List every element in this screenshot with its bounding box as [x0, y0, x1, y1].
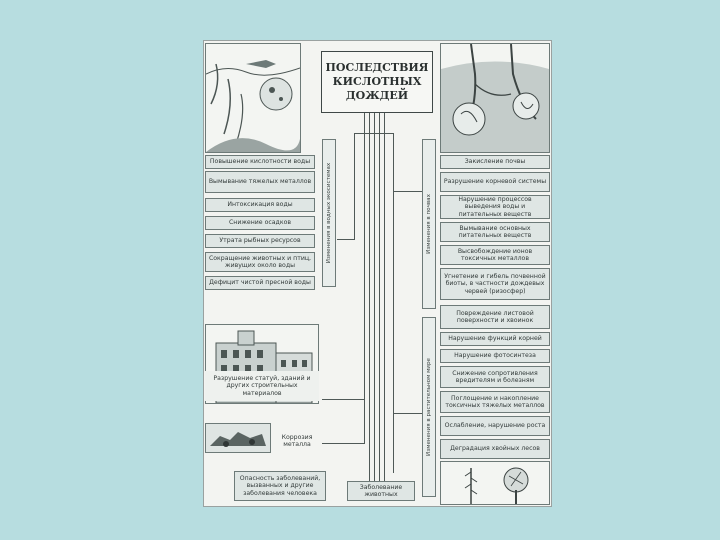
right-box: Нарушение фотосинтеза — [440, 349, 550, 363]
left-box: Дефицит чистой пресной воды — [205, 276, 315, 290]
left-box: Снижение осадков — [205, 216, 315, 230]
connector-line — [374, 113, 375, 493]
animals-caption: Заболевание животных — [347, 481, 415, 501]
water-scene-illustration — [205, 43, 301, 153]
connector-line — [354, 133, 355, 239]
corrosion-illustration — [205, 423, 271, 453]
buildings-caption: Разрушение статуй, зданий и других строительных материалов — [205, 371, 319, 401]
connector-line — [393, 191, 423, 192]
right-box: Вымывание основных питательных веществ — [440, 222, 550, 242]
right-box: Нарушение процессов выведения воды и питательных веществ — [440, 195, 550, 219]
trees-illustration — [440, 461, 550, 505]
right-box: Поглощение и накопление токсичных тяжелых металлов — [440, 391, 550, 413]
left-box: Вымывание тяжелых металлов — [205, 171, 315, 193]
soil-roots-illustration — [440, 43, 550, 153]
connector-line — [322, 443, 365, 444]
right-box: Нарушение функций корней — [440, 332, 550, 346]
people-caption: Опасность заболеваний, вызванных и другие заболевания человека — [234, 471, 326, 501]
diagram-sheet — [203, 40, 552, 507]
right-box: Закисление почвы — [440, 155, 550, 169]
right-box: Снижение сопротивления вредителям и болезням — [440, 366, 550, 388]
diagram-title: ПОСЛЕДСТВИЯ КИСЛОТНЫХ ДОЖДЕЙ — [321, 51, 433, 113]
right-group1-label — [422, 139, 436, 309]
connector-line — [337, 239, 355, 240]
right-box: Деградация хвойных лесов — [440, 439, 550, 459]
right-group1-label-text: Изменения в почвах — [426, 194, 432, 254]
connector-line — [364, 113, 365, 443]
connector-line — [379, 113, 380, 483]
left-box: Утрата рыбных ресурсов — [205, 234, 315, 248]
corrosion-caption: Коррозия металла — [274, 431, 320, 451]
connector-line — [322, 399, 365, 400]
right-box: Разрушение корневой системы — [440, 172, 550, 192]
right-box: Повреждение листовой поверхности и хвоинок — [440, 305, 550, 329]
connector-line — [369, 113, 370, 488]
right-group2-label — [422, 317, 436, 497]
left-group-label-text: Изменения в водных экосистемах — [326, 162, 332, 264]
right-box: Угнетение и гибель почвенной биоты, в частности дождевых червей (ризосфер) — [440, 268, 550, 300]
right-group2-label-text: Изменения в растительном мире — [426, 358, 432, 456]
left-group-label — [322, 139, 336, 287]
connector-line — [393, 413, 423, 414]
right-box: Высвобождение ионов токсичных металлов — [440, 245, 550, 265]
connector-line — [393, 133, 394, 473]
right-box: Ослабление, нарушение роста — [440, 416, 550, 436]
connector-line — [354, 133, 394, 134]
connector-line — [384, 113, 385, 488]
left-box: Сокращение животных и птиц, живущих около воды — [205, 252, 315, 272]
left-box: Интоксикация воды — [205, 198, 315, 212]
left-box: Повышение кислотности воды — [205, 155, 315, 169]
